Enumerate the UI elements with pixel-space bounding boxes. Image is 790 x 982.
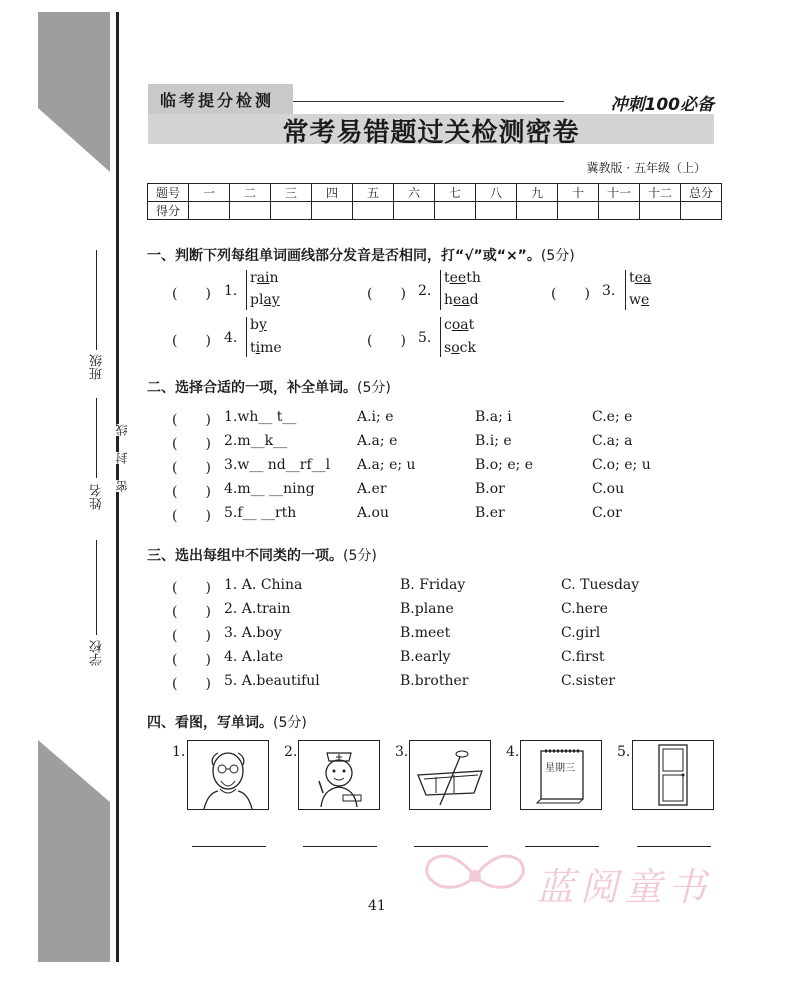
word-time: time — [250, 340, 282, 356]
word-by: by — [250, 317, 267, 333]
question-text: 2.m__k__ — [224, 433, 288, 449]
score-cell[interactable] — [189, 202, 230, 220]
page-number: 41 — [368, 898, 386, 914]
school-label: 学校 — [90, 640, 105, 666]
item-number: 3. — [602, 283, 616, 299]
score-table — [147, 183, 722, 220]
word-rain: rain — [250, 270, 279, 286]
word-we: we — [629, 292, 650, 308]
word-head: head — [444, 292, 479, 308]
answer-paren[interactable]: ( ) — [551, 286, 590, 302]
answer-blank[interactable] — [637, 846, 711, 847]
answer-paren[interactable]: ( ) — [172, 333, 211, 349]
option-a: A.ou — [357, 505, 390, 521]
question-text: 3.w__ nd__rf__l — [224, 457, 331, 473]
answer-paren[interactable]: ( ) — [172, 652, 211, 668]
score-cell[interactable] — [681, 202, 722, 220]
option-a: A.a; e — [357, 433, 398, 449]
score-cell[interactable] — [394, 202, 435, 220]
word-tea: tea — [629, 270, 652, 286]
item-number: 5. — [418, 330, 432, 346]
score-cell[interactable] — [312, 202, 353, 220]
score-header-row: 题号 一 二 三 四 五 六 七 八 九 十 十一 十二 总分 — [148, 184, 722, 202]
item-number: 1. — [224, 283, 238, 299]
option-c: C.sister — [561, 673, 616, 689]
boat-icon — [410, 741, 490, 809]
option-c: C.o; e; u — [592, 457, 651, 473]
answer-paren[interactable]: ( ) — [172, 460, 211, 476]
door-icon — [633, 741, 713, 809]
question-text: 4.m__ __ning — [224, 481, 315, 497]
option-c: C. Tuesday — [561, 577, 640, 593]
edition-label: 冀教版 · 五年级（上） — [586, 161, 706, 175]
answer-blank[interactable] — [303, 846, 377, 847]
section2-heading: 二、选择合适的一项，补全单词。(5分) — [147, 380, 391, 396]
option-a: 2. A.train — [224, 601, 291, 617]
score-cell[interactable] — [640, 202, 681, 220]
word-teeth: teeth — [444, 270, 481, 286]
question-text: 1.wh__ t__ — [224, 409, 297, 425]
score-cell[interactable] — [517, 202, 558, 220]
seal-mi: 密 — [115, 480, 129, 492]
option-a: A.er — [357, 481, 387, 497]
score-cell[interactable] — [558, 202, 599, 220]
score-cell[interactable] — [353, 202, 394, 220]
option-b: B.i; e — [475, 433, 512, 449]
option-b: B.er — [475, 505, 505, 521]
picture-number: 5. — [617, 744, 631, 760]
left-band-top — [38, 12, 110, 172]
option-a: A.a; e; u — [357, 457, 416, 473]
option-b: B.brother — [400, 673, 469, 689]
option-a: 3. A.boy — [224, 625, 282, 641]
answer-paren[interactable]: ( ) — [367, 333, 406, 349]
section4-heading: 四、看图，写单词。(5分) — [147, 715, 307, 731]
option-c: C.e; e — [592, 409, 633, 425]
answer-paren[interactable]: ( ) — [172, 286, 211, 302]
picture-number: 2. — [284, 744, 298, 760]
option-b: B.or — [475, 481, 505, 497]
answer-paren[interactable]: ( ) — [172, 628, 211, 644]
calendar-picture — [520, 740, 602, 810]
nurse-picture — [298, 740, 380, 810]
school-underline — [96, 540, 97, 635]
seal-feng: 封 — [115, 452, 129, 464]
answer-paren[interactable]: ( ) — [172, 412, 211, 428]
word-coat: coat — [444, 317, 475, 333]
option-c: C.ou — [592, 481, 625, 497]
nurse-icon — [299, 741, 379, 809]
class-label: 班级 — [90, 354, 105, 380]
word-sock: sock — [444, 340, 476, 356]
seal-xian: 线 — [115, 424, 129, 436]
option-b: B. Friday — [400, 577, 466, 593]
bow-watermark-icon — [420, 846, 530, 906]
answer-paren[interactable]: ( ) — [172, 604, 211, 620]
score-cell[interactable] — [230, 202, 271, 220]
answer-blank[interactable] — [525, 846, 599, 847]
left-band-bottom — [38, 740, 110, 962]
grandpa-picture — [187, 740, 269, 810]
option-b: B.plane — [400, 601, 454, 617]
option-b: B.a; i — [475, 409, 512, 425]
score-cell[interactable] — [599, 202, 640, 220]
option-c: C.or — [592, 505, 622, 521]
option-c: C.first — [561, 649, 605, 665]
option-c: C.here — [561, 601, 608, 617]
word-play: play — [250, 292, 280, 308]
picture-number: 1. — [172, 744, 186, 760]
answer-paren[interactable]: ( ) — [172, 676, 211, 692]
answer-paren[interactable]: ( ) — [172, 580, 211, 596]
picture-number: 3. — [395, 744, 409, 760]
option-a: A.i; e — [357, 409, 394, 425]
answer-blank[interactable] — [192, 846, 266, 847]
score-values-row: 得分 — [148, 202, 722, 220]
option-c: C.a; a — [592, 433, 633, 449]
option-b: B.o; e; e — [475, 457, 534, 473]
section1-heading: 一、判断下列每组单词画线部分发音是否相同，打“√”或“×”。(5分) — [147, 248, 575, 264]
door-picture — [632, 740, 714, 810]
option-c: C.girl — [561, 625, 601, 641]
slogan: 冲刺100必备 — [610, 95, 714, 115]
name-label: 姓名 — [90, 484, 105, 510]
name-underline — [96, 398, 97, 478]
picture-number: 4. — [506, 744, 520, 760]
class-underline — [96, 250, 97, 350]
score-cell[interactable] — [271, 202, 312, 220]
option-b: B.early — [400, 649, 451, 665]
item-number: 4. — [224, 330, 238, 346]
option-a: 4. A.late — [224, 649, 284, 665]
page-title: 常考易错题过关检测密卷 — [282, 118, 580, 148]
option-a: 5. A.beautiful — [224, 673, 320, 689]
item-number: 2. — [418, 283, 432, 299]
answer-paren[interactable]: ( ) — [367, 286, 406, 302]
grandpa-icon — [188, 741, 268, 809]
top-tag: 临考提分检测 — [160, 91, 275, 110]
question-text: 5.f__ __rth — [224, 505, 297, 521]
answer-paren[interactable]: ( ) — [172, 484, 211, 500]
section3-heading: 三、选出每组中不同类的一项。(5分) — [147, 548, 377, 564]
answer-paren[interactable]: ( ) — [172, 508, 211, 524]
watermark-text: 蓝阅童书 — [536, 865, 713, 909]
answer-paren[interactable]: ( ) — [172, 436, 211, 452]
score-cell[interactable] — [476, 202, 517, 220]
option-a: 1. A. China — [224, 577, 303, 593]
option-b: B.meet — [400, 625, 451, 641]
boat-picture — [409, 740, 491, 810]
calendar-text: 星期三 — [545, 763, 575, 774]
calendar-icon — [521, 741, 601, 809]
score-cell[interactable] — [435, 202, 476, 220]
